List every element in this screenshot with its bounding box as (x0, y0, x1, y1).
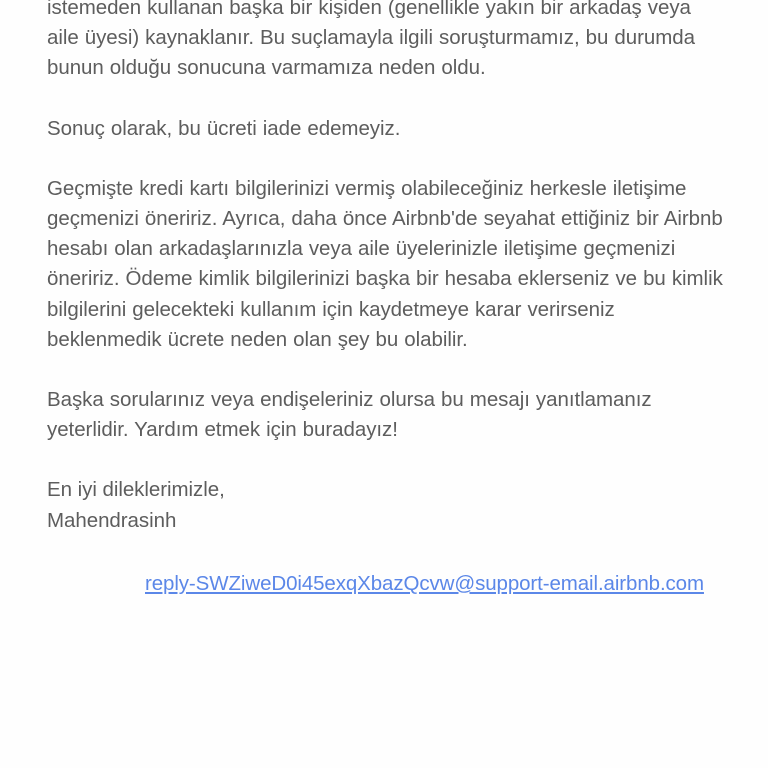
message-text-flow (47, 0, 728, 602)
paragraph-chargeback-explanation: istemeden kullanan başka bir kişiden (genellikle yakın bir arkadaş veya aile üyesi) kaynaklanır. Bu suçlamayla ilgili soruşturmamız, bu durumda bunun olduğu sonucuna varmamıza neden oldu. (47, 0, 702, 80)
reply-email-link[interactable]: reply-SWZiweD0i45exqXbazQcvw@support-email.airbnb.com (145, 571, 704, 595)
paragraph-further-questions: Başka sorularınız veya endişeleriniz olursa bu mesajı yanıtlamanız yeterlidir. Yardım etmek için buradayız! (47, 388, 658, 442)
paragraph-recommendation: Geçmişte kredi kartı bilgilerinizi vermiş olabileceğiniz herkesle iletişime geçmenizi öneririz. Ayrıca, daha önce Airbnb'de seyahat ettiğiniz bir Airbnb hesabı olan arkadaşlarınızla veya aile üyelerinizle iletişime geçmenizi öneririz. Ödeme kimlik bilgilerinizi başka bir hesaba eklerseniz ve bu kimlik bilgilerini gelecekteki kullanım için kaydetmeye karar verirseniz beklenmedik ücrete neden olan şey bu olabilir. (47, 176, 729, 351)
signature-sender-name: Mahendrasinh (47, 508, 177, 532)
reply-address-paragraph (47, 566, 728, 602)
signature-closing: En iyi dileklerimizle, (47, 478, 225, 502)
paragraph-refund-decision: Sonuç olarak, bu ücreti iade edemeyiz. (47, 116, 401, 140)
signature-block (47, 475, 728, 535)
